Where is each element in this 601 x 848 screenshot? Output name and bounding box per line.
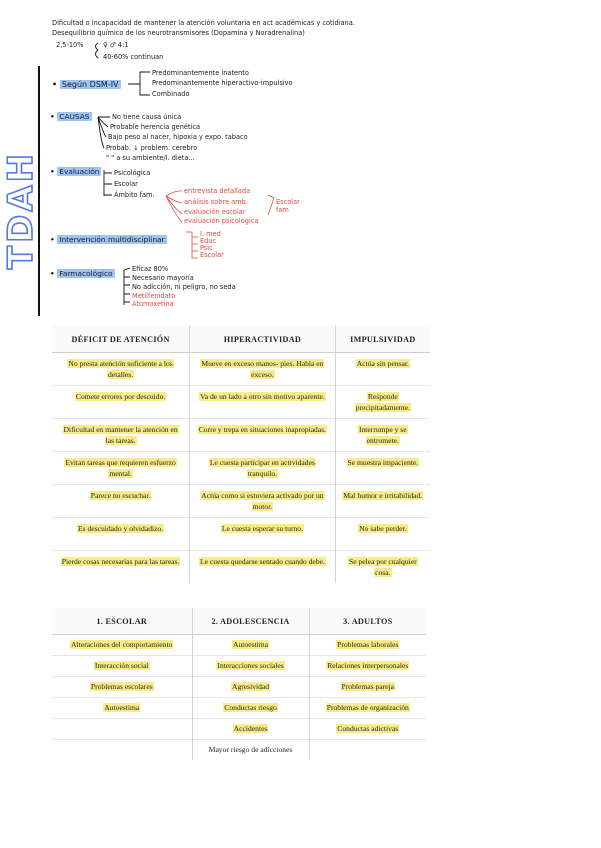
table-cell: Responde precipitadamente.	[335, 386, 430, 419]
table-cell: Se pelea por cualquier cosa.	[335, 551, 430, 584]
header-adultos: 3. ADULTOS	[309, 608, 426, 635]
header-hiperactividad: HIPERACTIVIDAD	[190, 326, 335, 353]
table-cell: Accidentes	[192, 719, 309, 740]
evaluacion-sub-2: análisis sobre amb.	[184, 198, 248, 206]
table-row	[52, 353, 430, 386]
evaluacion-sub-4: evaluación psicológica	[184, 217, 259, 225]
table-cell: Pierde cosas necesarias para las tareas.	[52, 551, 190, 584]
handwritten-notes	[0, 0, 601, 320]
table-cell: Problemas laborales	[309, 635, 426, 656]
table-row	[52, 635, 426, 656]
causas-item-4: Probab. ↓ problem. cerebro	[106, 144, 198, 152]
farmacologico-red-1: Metilfenidato	[132, 292, 176, 300]
symptoms-table	[52, 326, 430, 583]
evaluacion-item-2: Escolar	[114, 180, 138, 188]
definition-text: Dificultad o incapacidad de mantener la atención voluntaria en act académicas y cotidiana.	[52, 19, 355, 27]
intervencion-heading: • Intervención multidisciplinar	[50, 235, 165, 244]
causas-item-3: Bajo peso al nacer, hipoxia y expo. tabaco	[108, 133, 248, 141]
farmacologico-red-2: Atomoxetina	[132, 300, 174, 308]
table-cell: Autoestima	[52, 698, 192, 719]
causas-item-1: No tiene causa única	[112, 113, 182, 121]
evaluacion-item-1: Psicológica	[114, 169, 151, 177]
intervencion-item-2: Educ	[200, 237, 217, 245]
causas-item-2: Probable herencia genética	[110, 123, 201, 131]
evaluacion-sub-1: entrevista detallada	[184, 187, 251, 195]
table-cell: Interacción social	[52, 656, 192, 677]
table-cell: Es descuidado y olvidadizo.	[52, 518, 190, 551]
evaluacion-heading: • Evaluación	[50, 167, 100, 176]
dsm-item-2: Predominantemente hiperactivo-impulsivo	[152, 79, 293, 87]
causas-item-5: " " a su ambiente/l. dieta...	[106, 154, 195, 162]
table-cell: Se muestra impaciente.	[335, 452, 430, 485]
table-cell: Le cuesta quedarse sentado cuando debe.	[190, 551, 335, 584]
table-cell: Mueve en exceso manos- pies. Habla en exceso.	[190, 353, 335, 386]
table-cell: Mayor riesgo de adicciones	[192, 740, 309, 761]
header-escolar: 1. ESCOLAR	[52, 608, 192, 635]
table-cell: Relaciones interpersonales	[309, 656, 426, 677]
table-cell: Va de un lado a otro sin motivo aparente.	[190, 386, 335, 419]
header-impulsividad: IMPULSIVIDAD	[335, 326, 430, 353]
table-row	[52, 485, 430, 518]
table-cell	[52, 719, 192, 740]
title-text: TDAH	[1, 150, 41, 270]
header-adolescencia: 2. ADOLESCENCIA	[192, 608, 309, 635]
table-header-row	[52, 608, 426, 635]
table-row	[52, 551, 430, 584]
title-vertical	[1, 150, 41, 270]
dsm-heading: • Según DSM-IV	[52, 80, 119, 89]
table-cell: No presta atención suficiente a los detalles.	[52, 353, 190, 386]
farmacologico-heading: • Farmacológico	[50, 269, 113, 278]
table-row	[52, 386, 430, 419]
neurotransmitter-text: Desequilibrio químico de los neurotransmisores (Dopamina y Noradrenalina)	[52, 29, 305, 37]
table-cell: Comete errores por descuido.	[52, 386, 190, 419]
table-cell: Le cuesta esperar su turno.	[190, 518, 335, 551]
table-cell: Mal humor e irritabilidad.	[335, 485, 430, 518]
table-cell: Problemas de organización	[309, 698, 426, 719]
table-cell: Alteraciones del comportamiento	[52, 635, 192, 656]
table-cell: Evitan tareas que requieren esfuerzo mental.	[52, 452, 190, 485]
header-deficit-atencion: DÉFICIT DE ATENCIÓN	[52, 326, 190, 353]
evaluacion-bracket-note: Escolar fam	[276, 198, 300, 214]
farmacologico-item-2: Necesario mayoría	[132, 274, 194, 282]
dsm-item-1: Predominantemente inatento	[152, 69, 249, 77]
table-cell: No sabe perder.	[335, 518, 430, 551]
evaluacion-sub-3: evaluación escolar	[184, 208, 246, 216]
evaluacion-item-3: Ámbito fam.	[114, 191, 155, 199]
table-row	[52, 518, 430, 551]
table-cell: Conductas adictivas	[309, 719, 426, 740]
persistence-text: 40-60% continuan	[103, 53, 164, 61]
table-cell: Interacciones sociales	[192, 656, 309, 677]
table-row	[52, 698, 426, 719]
table-cell: Conductas riesgo	[192, 698, 309, 719]
table-row	[52, 419, 430, 452]
farmacologico-item-3: No adicción, ni peligro, no seda	[132, 283, 236, 291]
table-cell: Agresividad	[192, 677, 309, 698]
table-cell: Le cuesta participar en actividades tranquilo.	[190, 452, 335, 485]
table-cell: Parece no escuchar.	[52, 485, 190, 518]
dsm-item-3: Combinado	[152, 90, 190, 98]
table-row	[52, 656, 426, 677]
table-cell: Actúa sin pensar.	[335, 353, 430, 386]
farmacologico-item-1: Eficaz 80%	[132, 265, 169, 273]
table-cell: Actúa como si estuviera activado por un motor.	[190, 485, 335, 518]
causas-heading: • CAUSAS	[50, 112, 90, 121]
intervencion-item-3: Psic	[200, 244, 213, 252]
table-cell	[52, 740, 192, 761]
table-row	[52, 719, 426, 740]
prevalence-text: 2,5-10%	[56, 41, 84, 49]
table-cell: Interrumpe y se entromete.	[335, 419, 430, 452]
table-row	[52, 452, 430, 485]
table-cell: Problemas pareja	[309, 677, 426, 698]
table-cell: Corre y trepa en situaciones inapropiadas.	[190, 419, 335, 452]
table-cell	[309, 740, 426, 761]
table-row	[52, 677, 426, 698]
intervencion-item-1: I. med	[200, 230, 221, 238]
table-header-row	[52, 326, 430, 353]
table-row	[52, 740, 426, 761]
intervencion-item-4: Escolar	[200, 251, 224, 259]
table-cell: Dificultad en mantener la atención en las tareas.	[52, 419, 190, 452]
sex-ratio-text: ♀ ♂ 4:1	[103, 41, 129, 49]
table-cell: Problemas escolares	[52, 677, 192, 698]
table-cell: Autoestima	[192, 635, 309, 656]
life-stages-table	[52, 608, 426, 760]
